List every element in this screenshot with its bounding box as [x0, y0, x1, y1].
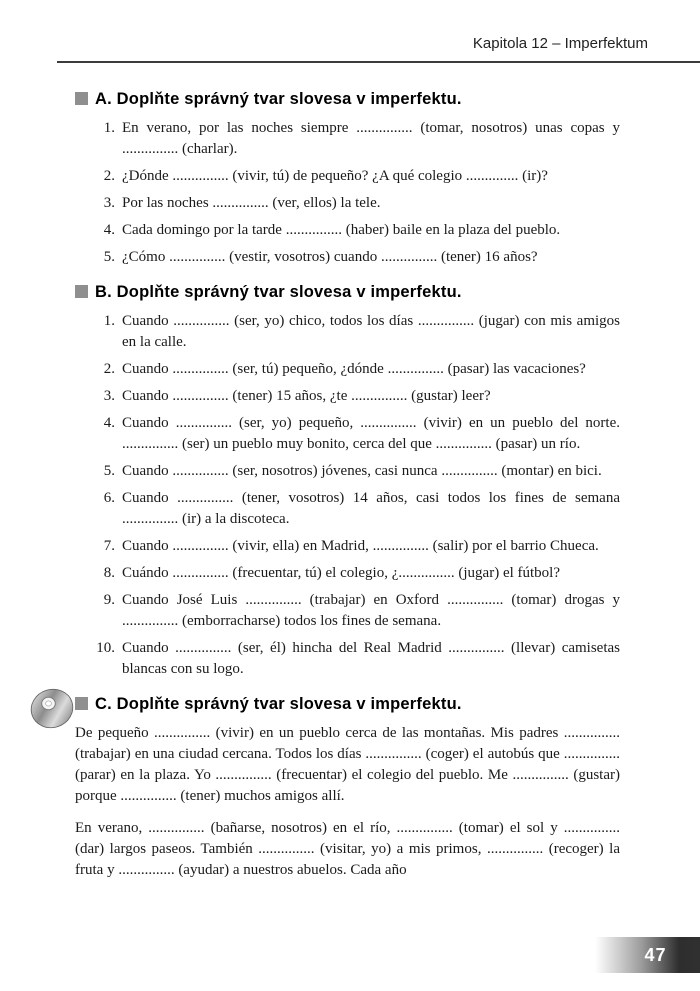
- exercise-item: Cuando ............... (ser, nosotros) jóvenes, casi nunca ............... (montar) en bici.: [122, 463, 602, 479]
- square-bullet-icon: [75, 697, 88, 710]
- section-title: [75, 90, 620, 109]
- section-title-text: A. Doplňte správný tvar slovesa v imperfektu.: [95, 90, 462, 108]
- exercise-item: Cuando ............... (vivir, ella) en Madrid, ............... (salir) por el barrio Chueca.: [122, 538, 599, 554]
- exercise-item: Cada domingo por la tarde ............... (haber) baile en la plaza del pueblo.: [122, 222, 561, 238]
- exercise-item: Cuando ............... (ser, yo) chico, todos los días ............... (jugar) con mis amigos en la calle.: [122, 313, 620, 350]
- exercise-paragraph: En verano, ............... (bañarse, nosotros) en el río, ............... (tomar) el sol y ............... (dar) largos paseos. También ............... (visitar, yo) a mis primos, ............... (recoger) la fruta y ............... (ayudar) a nuestros abuelos. Cada año: [75, 820, 620, 878]
- exercise-item: Cuando José Luis ............... (trabajar) en Oxford ............... (tomar) drogas y ............... (emborracharse) todos los fines de semana.: [122, 592, 620, 629]
- section-title-text: B. Doplňte správný tvar slovesa v imperfektu.: [95, 283, 462, 301]
- exercise-content: [75, 90, 620, 896]
- square-bullet-icon: [75, 285, 88, 298]
- exercise-item: En verano, por las noches siempre ............... (tomar, nosotros) unas copas y ............... (charlar).: [122, 120, 620, 157]
- section-title-text: C. Doplňte správný tvar slovesa v imperfektu.: [95, 695, 462, 713]
- section-title: [75, 695, 620, 714]
- section-C: [75, 695, 620, 881]
- chapter-header: Kapitola 12 – Imperfektum: [472, 35, 648, 52]
- exercise-item: Cuando ............... (ser, tú) pequeño, ¿dónde ............... (pasar) las vacaciones?: [122, 361, 586, 377]
- exercise-item: Cuando ............... (ser, yo) pequeño, ............... (vivir) en un pueblo del norte. ............... (ser) un pueblo muy bonito, cerca del que ............... (pasar) un río.: [122, 415, 620, 452]
- exercise-item: Cuándo ............... (frecuentar, tú) el colegio, ¿............... (jugar) el fútbol?: [122, 565, 561, 581]
- exercise-item: Cuando ............... (ser, él) hincha del Real Madrid ............... (llevar) camisetas blancas con su logo.: [122, 640, 620, 677]
- exercise-item: ¿Dónde ............... (vivir, tú) de pequeño? ¿A qué colegio .............. (ir)?: [122, 168, 548, 184]
- square-bullet-icon: [75, 92, 88, 105]
- page-number-badge: [595, 937, 700, 973]
- exercise-item: ¿Cómo ............... (vestir, vosotros) cuando ............... (tener) 16 años?: [122, 249, 538, 265]
- section-B: [75, 283, 620, 680]
- exercise-item: Cuando ............... (tener, vosotros) 14 años, casi todos los fines de semana ............... (ir) a la discoteca.: [122, 490, 620, 527]
- exercise-list: [75, 311, 620, 680]
- exercise-item: Cuando ............... (tener) 15 años, ¿te ............... (gustar) leer?: [122, 388, 491, 404]
- header-rule: [57, 61, 700, 63]
- page-number: 47: [644, 944, 667, 965]
- exercise-list: [75, 118, 620, 268]
- exercise-paragraph: De pequeño ............... (vivir) en un pueblo cerca de las montañas. Mis padres ............... (trabajar) en una ciudad cercana. Todos los días ............... (coger) el autobús que ............... (parar) en la plaza. Yo ............... (frecuentar) el colegio del pueblo. Me ............... (gustar) porque ............... (tener) muchos amigos allí.: [75, 725, 620, 804]
- exercise-item: Por las noches ............... (ver, ellos) la tele.: [122, 195, 381, 211]
- cd-icon: [29, 686, 75, 731]
- section-A: [75, 90, 620, 268]
- section-title: [75, 283, 620, 302]
